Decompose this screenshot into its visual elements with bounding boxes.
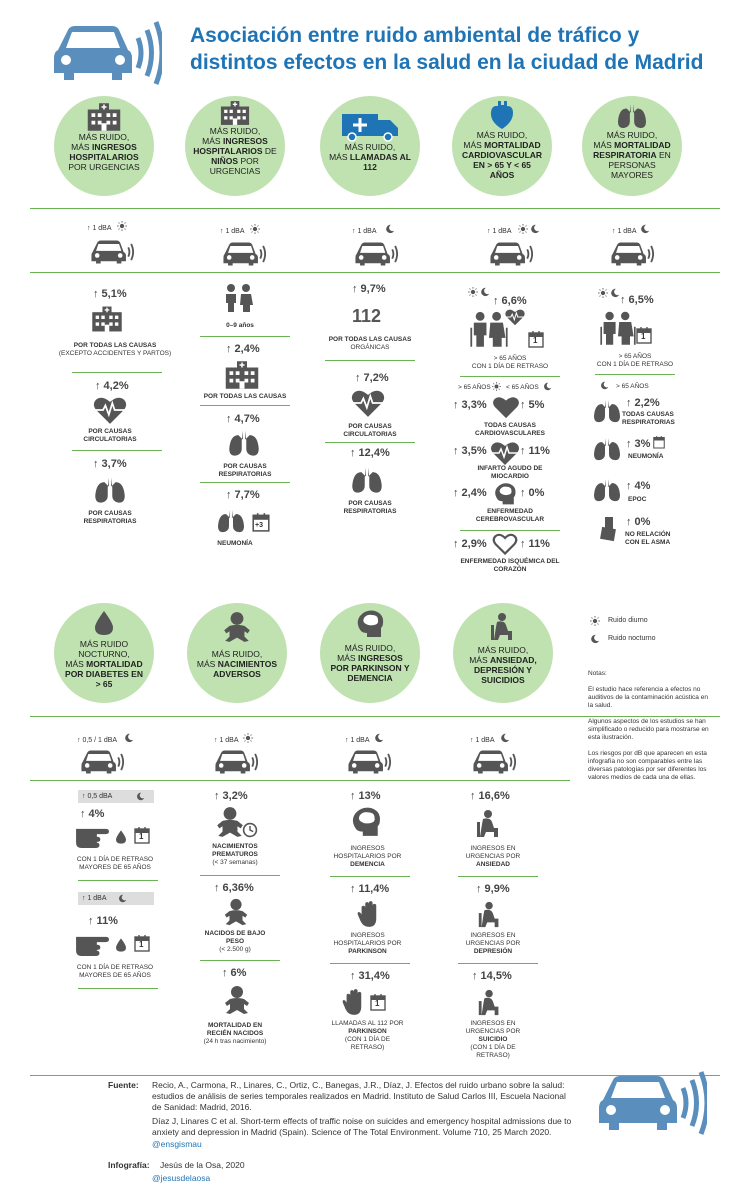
- dba-label: ↑ 1 dBA: [470, 737, 495, 744]
- stat-value: ↑ 3,3%: [453, 399, 487, 411]
- divider: [30, 780, 570, 781]
- heart-pulse-icon: [350, 388, 386, 418]
- stat-label: NACIDOS DE BAJO PESO (< 2.500 g): [204, 930, 266, 953]
- moon-icon: [136, 792, 145, 801]
- moon-icon: [385, 224, 395, 234]
- age-header: > 65 AÑOS: [616, 383, 649, 390]
- divider: [458, 963, 538, 964]
- drop-icon: [116, 938, 126, 952]
- stat-label: CON 1 DÍA DE RETRASO MAYORES DE 65 AÑOS: [76, 964, 154, 979]
- divider: [200, 960, 280, 961]
- car-noise-icon: [88, 238, 134, 266]
- stat-value: ↑ 3,5%: [453, 445, 487, 457]
- moon-icon: [610, 288, 620, 298]
- calendar-day: 1: [375, 999, 380, 1008]
- legend-day: Ruido diurno: [608, 617, 648, 624]
- sun-icon: [117, 221, 127, 231]
- moon-icon: [500, 733, 510, 743]
- sad-person-icon: [476, 988, 504, 1016]
- car-noise-icon: [345, 748, 391, 776]
- stat-value: ↑ 31,4%: [350, 970, 390, 982]
- divider: [78, 880, 158, 881]
- stat-value: ↑ 11%: [520, 445, 550, 457]
- moon-icon: [543, 382, 552, 391]
- number-112: 112: [352, 306, 382, 326]
- stat-label: INGRESOS EN URGENCIAS POR ANSIEDAD: [465, 845, 521, 868]
- stat-label: LLAMADAS AL 112 POR PARKINSON (CON 1 DÍA DE RETRASO): [331, 1020, 404, 1051]
- stat-label: MORTALIDAD EN RECIÉN NACIDOS (24 h tras nacimiento): [203, 1022, 267, 1045]
- lungs-icon: [227, 428, 261, 458]
- heart-outline-icon: [492, 532, 518, 556]
- moon-icon: [530, 224, 540, 234]
- stat-label: NO RELACIÓN CON EL ASMA: [625, 531, 671, 546]
- heart-pulse-icon: [490, 440, 520, 466]
- circle-ansiedad-depresion: MÁS RUIDO, MÁS ANSIEDAD, DEPRESIÓN Y SUICIDIOS: [453, 603, 553, 703]
- stat-label: INGRESOS EN URGENCIAS POR DEPRESIÓN: [465, 932, 521, 955]
- sad-person-icon: [476, 900, 504, 928]
- stat-value: ↑ 9,9%: [476, 883, 510, 895]
- moon-icon: [590, 634, 600, 644]
- stat-value: ↑ 12,4%: [350, 447, 390, 459]
- divider: [330, 876, 410, 877]
- page-title: Asociación entre ruido ambiental de tráfico y distintos efectos en la salud en la ciudad de Madrid: [190, 24, 704, 74]
- circle-mortalidad-respiratoria: MÁS RUIDO, MÁS MORTALIDAD RESPIRATORIA EN PERSONAS MAYORES: [582, 96, 682, 196]
- lungs-icon: [350, 465, 384, 495]
- stat-value: ↑ 14,5%: [472, 970, 512, 982]
- moon-icon: [600, 381, 609, 390]
- divider: [330, 963, 410, 964]
- stat-label: ENFERMEDAD ISQUÉMICA DEL CORAZÓN: [460, 558, 560, 573]
- stat-value: ↑ 11%: [88, 915, 118, 927]
- ambulance-icon: [340, 108, 400, 142]
- stat-label: INGRESOS EN URGENCIAS POR SUICIDIO (CON 1 DÍA DE RETRASO): [465, 1020, 521, 1059]
- heart-pulse-icon: [503, 308, 527, 326]
- stat-value: ↑ 0%: [520, 487, 545, 499]
- heart-icon: [492, 395, 520, 419]
- twitter-handle-source[interactable]: @ensgismau: [152, 1139, 202, 1149]
- stat-value: ↑ 2,9%: [453, 538, 487, 550]
- car-noise-icon: [212, 748, 258, 776]
- moon-icon: [640, 224, 650, 234]
- divider: [200, 482, 290, 483]
- circle-ingresos-hospitalarios: MÁS RUIDO, MÁS INGRESOS HOSPITALARIOS POR URGENCIAS: [54, 96, 154, 196]
- divider: [78, 988, 158, 989]
- divider: [200, 875, 280, 876]
- stat-value: ↑ 6%: [222, 967, 247, 979]
- car-noise-icon: [470, 748, 516, 776]
- lungs-icon: [615, 102, 649, 130]
- car-noise-icon: [487, 240, 533, 268]
- divider: [460, 530, 560, 531]
- stat-value: ↑ 3%: [626, 438, 651, 450]
- stat-label: CON 1 DÍA DE RETRASO MAYORES DE 65 AÑOS: [76, 856, 154, 871]
- stat-label: > 65 AÑOS CON 1 DÍA DE RETRASO: [471, 355, 549, 370]
- circle-mortalidad-diabetes: MÁS RUIDO NOCTURNO, MÁS MORTALIDAD POR DIABETES EN > 65: [54, 603, 154, 703]
- dba-label: ↑ 1 dBA: [345, 737, 370, 744]
- stat-value: ↑ 5,1%: [93, 288, 127, 300]
- dba-label: ↑ 1 dBA: [82, 895, 107, 902]
- hospital-icon: [222, 360, 262, 390]
- divider: [200, 336, 290, 337]
- car-noise-icon: [220, 240, 266, 268]
- circle-llamadas-112: MÁS RUIDO, MÁS LLAMADAS AL 112: [320, 96, 420, 196]
- circle-mortalidad-cardiovascular: MÁS RUIDO, MÁS MORTALIDAD CARDIOVASCULAR EN > 65 Y < 65 AÑOS: [452, 96, 552, 196]
- sad-person-icon: [488, 611, 518, 641]
- divider: [325, 360, 415, 361]
- dba-label: ↑ 1 dBA: [220, 228, 245, 235]
- source-label: Fuente:: [108, 1080, 139, 1090]
- hospital-icon: [90, 305, 124, 333]
- stat-label: NACIMIENTOS PREMATUROS (< 37 semanas): [212, 843, 258, 866]
- stat-label: TODAS CAUSAS RESPIRATORIAS: [622, 411, 675, 426]
- sun-icon: [468, 287, 478, 297]
- stat-value: ↑ 3,2%: [214, 790, 248, 802]
- calendar-days: +3: [255, 522, 263, 529]
- dba-label: ↑ 0,5 / 1 dBA: [77, 737, 118, 744]
- stat-label: NEUMONÍA: [217, 540, 253, 547]
- pointing-finger-icon: [74, 930, 118, 956]
- car-sound-logo-icon: [595, 1068, 707, 1138]
- stat-value: ↑ 6,5%: [620, 294, 654, 306]
- stat-label: POR TODAS LAS CAUSAS ORGÁNICAS: [328, 336, 412, 351]
- divider: [458, 876, 538, 877]
- twitter-handle-author[interactable]: @jesusdelaosa: [152, 1173, 211, 1183]
- stat-label: INFARTO AGUDO DE MIOCARDIO: [477, 465, 543, 480]
- calendar-day: 1: [533, 336, 538, 345]
- dba-label: ↑ 0,5 dBA: [82, 793, 113, 800]
- divider: [72, 372, 162, 373]
- stat-value: ↑ 6,36%: [214, 882, 254, 894]
- stat-value: ↑ 7,7%: [226, 489, 260, 501]
- dba-label: ↑ 1 dBA: [612, 228, 637, 235]
- dba-label: ↑ 1 dBA: [87, 225, 112, 232]
- dba-label: ↑ 1 dBA: [352, 228, 377, 235]
- lungs-icon: [592, 436, 622, 462]
- stat-value: ↑ 7,2%: [355, 372, 389, 384]
- inhaler-icon: [598, 516, 620, 542]
- divider: [30, 716, 720, 717]
- divider: [595, 374, 675, 375]
- lungs-icon: [592, 477, 622, 503]
- notes: Notas: El estudio hace referencia a efectos no auditivos de la contaminación acústica en la salud. Algunos aspectos de los estudios se han simplificado o reducido para mostrarse en esta ilustración. Los riesgos por dB que aparecen en esta infografía no son comparables entre las diversas patologías por ser diferentes los valores medios de cada una de ellas.: [588, 670, 709, 781]
- stat-label: NEUMONÍA: [628, 453, 664, 460]
- stat-label: ENFERMEDAD CEREBROVASCULAR: [475, 508, 545, 523]
- stat-value: ↑ 2,4%: [453, 487, 487, 499]
- sad-person-icon: [474, 808, 504, 838]
- source-ref-2: Díaz J, Linares C et al. Short-term effects of traffic noise on suicides and emergency hospital admissions due to anxiety and depression in Madrid (Spain). Science of The Total Environment. Volume 710, 25 March 2020.: [152, 1116, 572, 1137]
- stat-label: TODAS CAUSAS CARDIOVASCULARES: [475, 422, 545, 437]
- baby-icon: [221, 611, 253, 643]
- sun-icon: [590, 616, 600, 626]
- stat-value: ↑ 4%: [80, 808, 105, 820]
- sun-icon: [598, 288, 608, 298]
- stat-label: POR CAUSAS RESPIRATORIAS: [83, 510, 137, 525]
- moon-icon: [480, 287, 490, 297]
- calendar-icon: [653, 435, 665, 449]
- clock-icon: [242, 822, 258, 838]
- stat-value: ↑ 16,6%: [470, 790, 510, 802]
- sun-icon: [243, 733, 253, 743]
- stat-value: ↑ 2,2%: [626, 397, 660, 409]
- stat-label: INGRESOS HOSPITALARIOS POR DEMENCIA: [333, 845, 402, 868]
- anatomical-heart-icon: [488, 100, 516, 130]
- stat-value: ↑ 0%: [626, 516, 651, 528]
- brain-head-icon: [492, 482, 518, 506]
- circle-ingresos-ninos: MÁS RUIDO, MÁS INGRESOS HOSPITALARIOS DE NIÑOS POR URGENCIAS: [185, 96, 285, 196]
- heart-pulse-icon: [92, 395, 128, 425]
- lungs-icon: [592, 398, 622, 424]
- divider: [72, 450, 162, 451]
- circle-nacimientos-adversos: MÁS RUIDO, MÁS NACIMIENTOS ADVERSOS: [187, 603, 287, 703]
- brain-head-icon: [355, 609, 385, 639]
- circle-parkinson-demencia: MÁS RUIDO, MÁS INGRESOS POR PARKINSON Y DEMENCIA: [320, 603, 420, 703]
- stat-value: ↑ 4,2%: [95, 380, 129, 392]
- stat-value: ↑ 13%: [350, 790, 381, 802]
- source-ref-1: Recio, A., Carmona, R., Linares, C., Ortiz, C., Banegas, J.R., Díaz, J. Efectos del ruido urbano sobre la salud: estudios de análisis de series temporales realizados en Madrid. Instituto de Salud Carlos III, Escuela Nacional de Sanidad: Madrid, 2016.: [152, 1080, 566, 1112]
- sun-icon: [250, 224, 260, 234]
- divider: [460, 376, 560, 377]
- brain-head-icon: [350, 806, 382, 838]
- sun-icon: [518, 224, 528, 234]
- car-noise-icon: [78, 748, 124, 776]
- elderly-couple-icon: [600, 310, 636, 346]
- pointing-finger-icon: [74, 822, 118, 848]
- car-noise-icon: [352, 240, 398, 268]
- divider: [30, 272, 720, 273]
- stat-label: POR CAUSAS RESPIRATORIAS: [343, 500, 397, 515]
- stat-value: ↑ 6,6%: [493, 295, 527, 307]
- calendar-day: 1: [139, 832, 144, 841]
- stat-value: ↑ 4%: [626, 480, 651, 492]
- lungs-icon: [216, 507, 246, 535]
- age-header-under: < 65 AÑOS: [506, 384, 539, 391]
- age-header-over: > 65 AÑOS: [458, 384, 491, 391]
- baby-icon: [222, 985, 252, 1015]
- dba-label: ↑ 1 dBA: [214, 737, 239, 744]
- hand-icon: [342, 988, 364, 1016]
- calendar-day: 1: [641, 332, 646, 341]
- children-icon: [222, 283, 256, 313]
- hand-icon: [357, 900, 379, 928]
- moon-icon: [118, 894, 127, 903]
- stat-label: POR TODAS LAS CAUSAS (EXCEPTO ACCIDENTES Y PARTOS): [58, 342, 172, 357]
- stat-value: ↑ 9,7%: [352, 283, 386, 295]
- stat-value: ↑ 11%: [520, 538, 550, 550]
- infografia-author: Jesús de la Osa, 2020: [160, 1160, 245, 1170]
- stat-value: ↑ 3,7%: [93, 458, 127, 470]
- stat-value: ↑ 5%: [520, 399, 545, 411]
- stat-value: ↑ 2,4%: [226, 343, 260, 355]
- stat-value: ↑ 11,4%: [350, 883, 390, 895]
- infografia-label: Infografía:: [108, 1160, 150, 1170]
- divider: [200, 405, 290, 406]
- divider: [30, 208, 720, 209]
- sun-icon: [492, 382, 501, 391]
- stat-label: POR TODAS LAS CAUSAS: [203, 393, 287, 400]
- baby-icon: [222, 898, 250, 926]
- stat-label: POR CAUSAS RESPIRATORIAS: [218, 463, 272, 478]
- dba-label: ↑ 1 dBA: [487, 228, 512, 235]
- divider: [325, 442, 415, 443]
- drop-icon: [116, 830, 126, 844]
- stat-label: EPOC: [628, 496, 647, 503]
- car-sound-logo-icon: [50, 18, 162, 88]
- calendar-day: 1: [139, 940, 144, 949]
- stat-label: POR CAUSAS CIRCULATORIAS: [343, 423, 397, 438]
- drop-icon: [95, 611, 113, 635]
- moon-icon: [374, 733, 384, 743]
- stat-value: ↑ 4,7%: [226, 413, 260, 425]
- stat-label: POR CAUSAS CIRCULATORIAS: [83, 428, 137, 443]
- hospital-icon: [218, 100, 252, 126]
- hospital-icon: [85, 102, 123, 132]
- legend-night: Ruido nocturno: [608, 635, 656, 642]
- stat-label: > 65 AÑOS CON 1 DÍA DE RETRASO: [596, 353, 674, 368]
- moon-icon: [124, 733, 134, 743]
- lungs-icon: [93, 475, 127, 505]
- stat-label: INGRESOS HOSPITALARIOS POR PARKINSON: [333, 932, 402, 955]
- car-noise-icon: [608, 240, 654, 268]
- age-label: 0–9 años: [226, 322, 254, 329]
